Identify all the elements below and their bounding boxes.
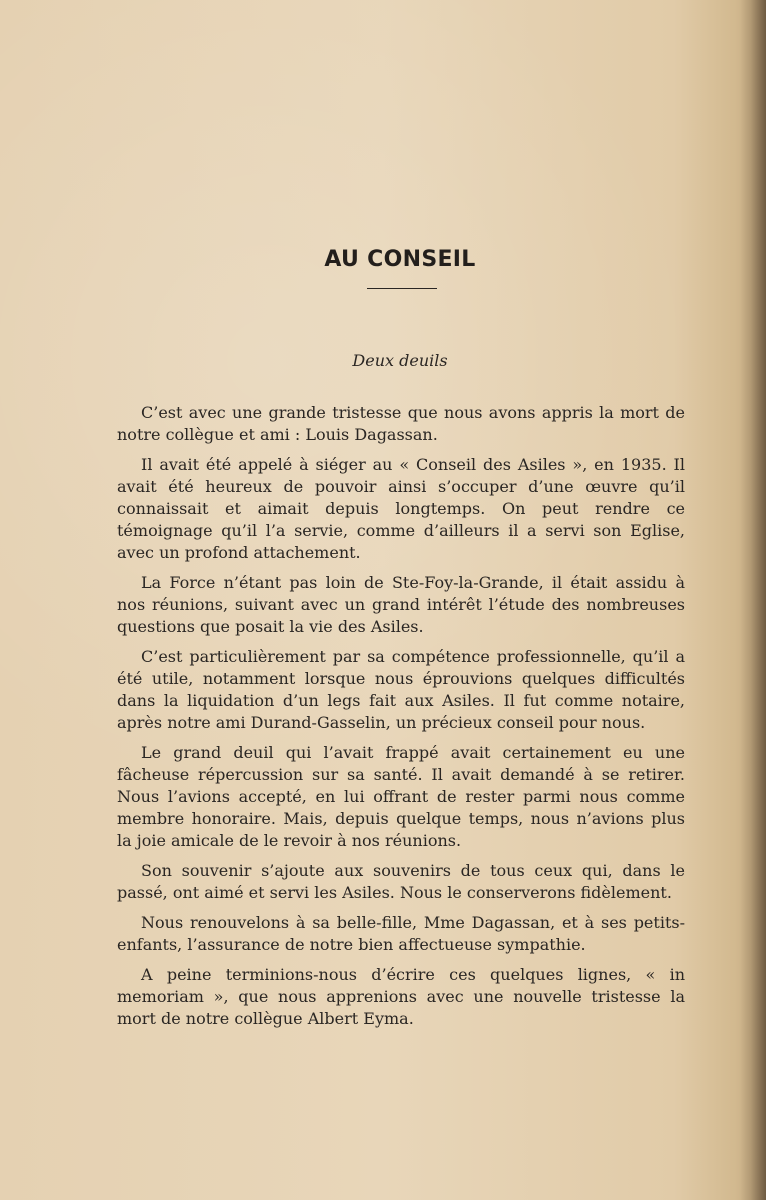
article-body bbox=[117, 402, 685, 1038]
paragraph-4: C’est particulièrement par sa compétence professionnelle, qu’il a été utile, notamment lorsque nous éprouvions quelques difficultés dans la liquidation d’un legs fait aux Asiles. Il fut comme notaire, après notre ami Durand-Gasselin, un précieux conseil pour nous. bbox=[117, 647, 685, 732]
paragraph-2: Il avait été appelé à siéger au « Conseil des Asiles », en 1935. Il avait été heureux de pouvoir ainsi s’occuper d’une œuvre qu’il connaissait et aimait depuis longtemps. On peut rendre ce témoignage qu’il l’a servie, comme d’ailleurs il a servi son Eglise, avec un profond attachement. bbox=[117, 455, 685, 562]
book-spine-shadow bbox=[740, 0, 766, 1200]
section-title: AU CONSEIL bbox=[324, 246, 476, 272]
paragraph-7: Nous renouvelons à sa belle-fille, Mme Dagassan, et à ses petits-enfants, l’assurance de notre bien affectueuse sympathie. bbox=[117, 913, 685, 954]
paragraph-6: Son souvenir s’ajoute aux souvenirs de tous ceux qui, dans le passé, ont aimé et servi les Asiles. Nous le conserverons fidèlement. bbox=[117, 861, 685, 902]
paragraph-5: Le grand deuil qui l’avait frappé avait certainement eu une fâcheuse répercussion sur sa santé. Il avait demandé à se retirer. Nous l’avions accepté, en lui offrant de rester parmi nous comme membre honoraire. Mais, depuis quelque temps, nous n’avions plus la joie amicale de le revoir à nos réunions. bbox=[117, 743, 685, 850]
paragraph-8: A peine terminions-nous d’écrire ces quelques lignes, « in memoriam », que nous apprenions avec une nouvelle tristesse la mort de notre collègue Albert Eyma. bbox=[117, 965, 685, 1028]
paragraph-3: La Force n’étant pas loin de Ste-Foy-la-Grande, il était assidu à nos réunions, suivant avec un grand intérêt l’étude des nombreuses questions que posait la vie des Asiles. bbox=[117, 573, 685, 636]
section-subtitle: Deux deuils bbox=[352, 351, 448, 370]
title-divider bbox=[367, 288, 437, 289]
paragraph-1: C’est avec une grande tristesse que nous avons appris la mort de notre collègue et ami : Louis Dagassan. bbox=[117, 403, 685, 444]
